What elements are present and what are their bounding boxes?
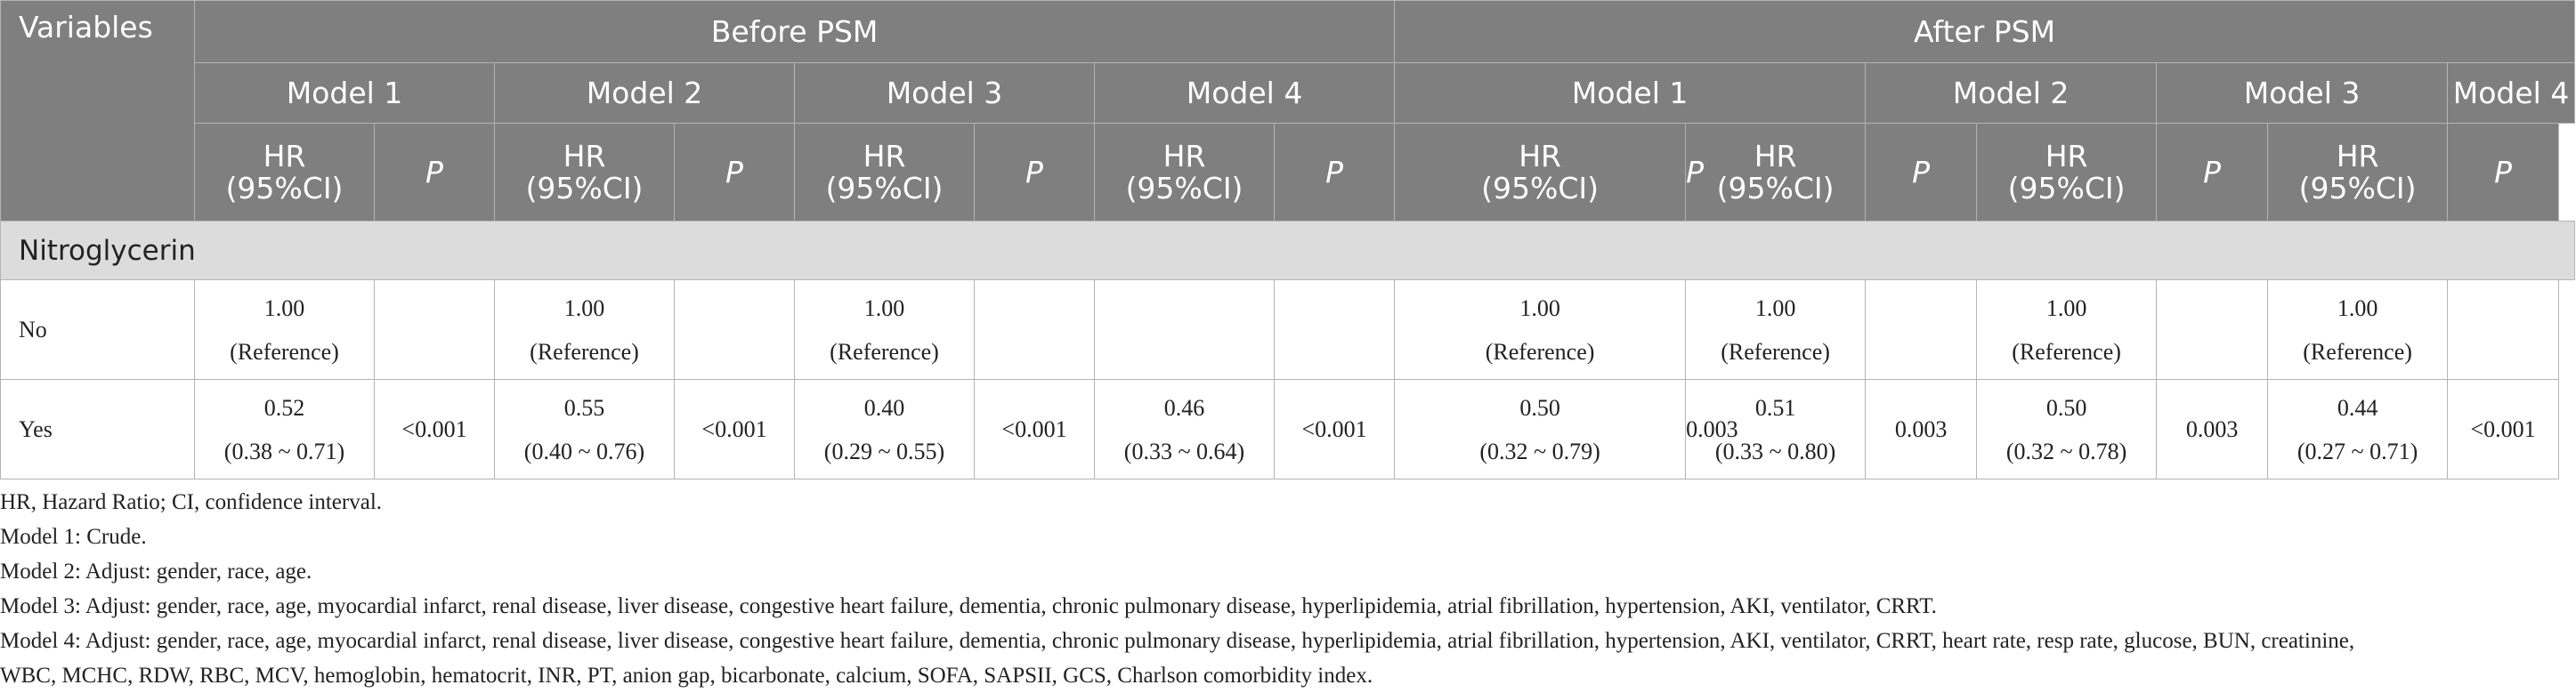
hr-ci-cell xyxy=(2268,380,2448,479)
header-hr-label: HR xyxy=(2336,138,2379,173)
header-after-psm: After PSM xyxy=(1395,1,2575,63)
ci-value: (Reference) xyxy=(2303,338,2412,365)
ci-value: (0.33 ~ 0.80) xyxy=(1714,438,1836,464)
hr-value: 1.00 xyxy=(263,294,305,321)
ci-value: (Reference) xyxy=(1721,338,1830,365)
ci-value: (Reference) xyxy=(230,338,339,365)
header-hr-95ci xyxy=(195,124,375,222)
header-hr-label: HR xyxy=(1754,138,1797,173)
header-p-value: P xyxy=(2448,124,2559,222)
hr-value: 0.50 xyxy=(2045,394,2087,421)
ci-value: (0.38 ~ 0.71) xyxy=(223,438,345,464)
header-ci-label: (95%CI) xyxy=(2298,170,2417,205)
table-row: Yes 0.52 (0.38 ~ 0.71) <0.001 0.55 (0.40 ~ 0.76) <0.001 0.40 (0.29 ~ 0.55) <0.001 0.46 (0.33 ~ 0.64) <0.001 0.50 (0.32 ~ 0.79) 0.003 0.51 (0.33 ~ 0.80) 0.003 0.50 (0.32 ~ 0.78) 0.003 0.44 (0.27 ~ 0.71) <0.001 xyxy=(1,380,2575,479)
header-p-value: P xyxy=(1866,124,1977,222)
header-ci-label: (95%CI) xyxy=(825,170,944,205)
hr-ci-cell xyxy=(1095,380,1275,479)
header-p-value: P xyxy=(675,124,795,222)
ci-value: (Reference) xyxy=(2012,338,2121,365)
header-model: Model 4 xyxy=(1095,63,1395,124)
header-hr-label: HR xyxy=(563,138,606,173)
header-model: Model 4 xyxy=(2448,63,2575,124)
header-hr-95ci xyxy=(795,124,975,222)
ci-value: (0.29 ~ 0.55) xyxy=(823,438,945,464)
hr-ci-cell xyxy=(195,280,375,380)
header-hr-label: HR xyxy=(2045,138,2088,173)
hr-ci-cell xyxy=(795,380,975,479)
header-model: Model 3 xyxy=(795,63,1095,124)
table-row xyxy=(1,280,2575,380)
hr-ci-cell xyxy=(2268,280,2448,380)
p-value-cell xyxy=(975,280,1095,380)
hr-ci-cell xyxy=(1977,380,2157,479)
ci-value: (0.32 ~ 0.78) xyxy=(2005,438,2127,464)
header-ci-label: (95%CI) xyxy=(2007,170,2126,205)
hr-value: 0.55 xyxy=(563,394,605,421)
footnote: Model 2: Adjust: gender, race, age. xyxy=(0,560,312,584)
p-value-cell xyxy=(375,280,495,380)
header-ci-label: (95%CI) xyxy=(1481,170,1600,205)
header-before-psm: Before PSM xyxy=(195,1,1395,63)
header-p-value: P xyxy=(975,124,1095,222)
table-footnotes xyxy=(0,485,2572,693)
p-value-cell xyxy=(1275,280,1395,380)
hr-ci-cell xyxy=(1395,280,1686,380)
ci-value: (0.32 ~ 0.79) xyxy=(1479,438,1600,464)
footnote: WBC, MCHC, RDW, RBC, MCV, hemoglobin, hematocrit, INR, PT, anion gap, bicarbonate, calcium, SOFA, SAPSII, GCS, Charlson comorbidity index. xyxy=(0,664,1373,688)
p-value-cell: <0.001 xyxy=(675,380,795,479)
ci-value: (Reference) xyxy=(1485,338,1595,365)
header-p-value: P xyxy=(375,124,495,222)
hr-value: 0.40 xyxy=(863,394,905,421)
ci-value: (0.40 ~ 0.76) xyxy=(523,438,645,464)
hr-value: 0.44 xyxy=(2337,394,2378,421)
hr-value: 1.00 xyxy=(863,294,905,321)
hr-value: 0.52 xyxy=(263,394,305,421)
hr-value: 1.00 xyxy=(2337,294,2378,321)
p-value-cell xyxy=(1866,280,1977,380)
footnote: Model 1: Crude. xyxy=(0,525,147,549)
section-nitroglycerin: Nitroglycerin xyxy=(1,222,2575,280)
p-value-cell xyxy=(675,280,795,380)
ci-value: (0.27 ~ 0.71) xyxy=(2297,438,2418,464)
p-value-cell: <0.001 xyxy=(1275,380,1395,479)
p-value-cell xyxy=(2157,280,2268,380)
row-label: Yes xyxy=(1,380,195,479)
header-hr-95ci xyxy=(1977,124,2157,222)
hr-value: 1.00 xyxy=(1519,294,1560,321)
header-hr-label: HR xyxy=(1519,138,1561,173)
hr-ci-cell xyxy=(1395,380,1686,479)
p-value-cell: <0.001 xyxy=(975,380,1095,479)
hr-value: 0.50 xyxy=(1519,394,1560,421)
hr-ci-cell xyxy=(495,380,675,479)
header-model: Model 1 xyxy=(1395,63,1866,124)
footnote: Model 4: Adjust: gender, race, age, myocardial infarct, renal disease, liver disease, congestive heart failure, dementia, chronic pulmonary disease, hyperlipidemia, atrial fibrillation, hypertension, AKI, ventilator, CRRT, heart rate, resp rate, glucose, BUN, creatinine, xyxy=(0,629,2355,653)
row-label: No xyxy=(1,280,195,380)
footnote: HR, Hazard Ratio; CI, confidence interval. xyxy=(0,490,383,514)
header-ci-label: (95%CI) xyxy=(525,170,644,205)
p-value-cell: 0.003 xyxy=(2157,380,2268,479)
header-variables: Variables xyxy=(1,1,195,222)
hr-value: 0.51 xyxy=(1754,394,1796,421)
hr-value: 1.00 xyxy=(1754,294,1796,321)
header-hr-label: HR xyxy=(1162,138,1206,173)
hr-value: 1.00 xyxy=(563,294,605,321)
header-model: Model 3 xyxy=(2157,63,2448,124)
header-model: Model 2 xyxy=(1866,63,2157,124)
header-hr-95ci xyxy=(1395,124,1686,222)
hr-ci-cell xyxy=(195,380,375,479)
header-hr-label: HR xyxy=(863,138,906,173)
hr-value: 0.46 xyxy=(1163,394,1205,421)
header-model: Model 2 xyxy=(495,63,795,124)
header-ci-label: (95%CI) xyxy=(1125,170,1243,205)
hr-value: 1.00 xyxy=(2045,294,2087,321)
p-value-cell: <0.001 xyxy=(375,380,495,479)
header-ci-label: (95%CI) xyxy=(1716,170,1835,205)
header-ci-label: (95%CI) xyxy=(225,170,344,205)
hr-ci-cell xyxy=(1977,280,2157,380)
p-value-cell xyxy=(2448,280,2559,380)
header-hr-95ci xyxy=(2268,124,2448,222)
header-p-value: P xyxy=(2157,124,2268,222)
header-hr-95ci xyxy=(1686,124,1866,222)
header-hr-95ci xyxy=(1095,124,1275,222)
ci-value: (Reference) xyxy=(530,338,639,365)
footnote: Model 3: Adjust: gender, race, age, myocardial infarct, renal disease, liver disease, congestive heart failure, dementia, chronic pulmonary disease, hyperlipidemia, atrial fibrillation, hypertension, AKI, ventilator, CRRT. xyxy=(0,594,1937,618)
header-hr-label: HR xyxy=(263,138,306,173)
hr-ci-cell xyxy=(795,280,975,380)
ci-value: (Reference) xyxy=(830,338,939,365)
hr-ci-cell xyxy=(1686,280,1866,380)
hr-ci-cell xyxy=(1095,280,1275,380)
header-p-value: P xyxy=(1275,124,1395,222)
header-model: Model 1 xyxy=(195,63,495,124)
ci-value: (0.33 ~ 0.64) xyxy=(1123,438,1245,464)
header-hr-95ci xyxy=(495,124,675,222)
hr-ci-cell xyxy=(495,280,675,380)
p-value-cell: <0.001 xyxy=(2448,380,2559,479)
p-value-cell: 0.003 xyxy=(1866,380,1977,479)
